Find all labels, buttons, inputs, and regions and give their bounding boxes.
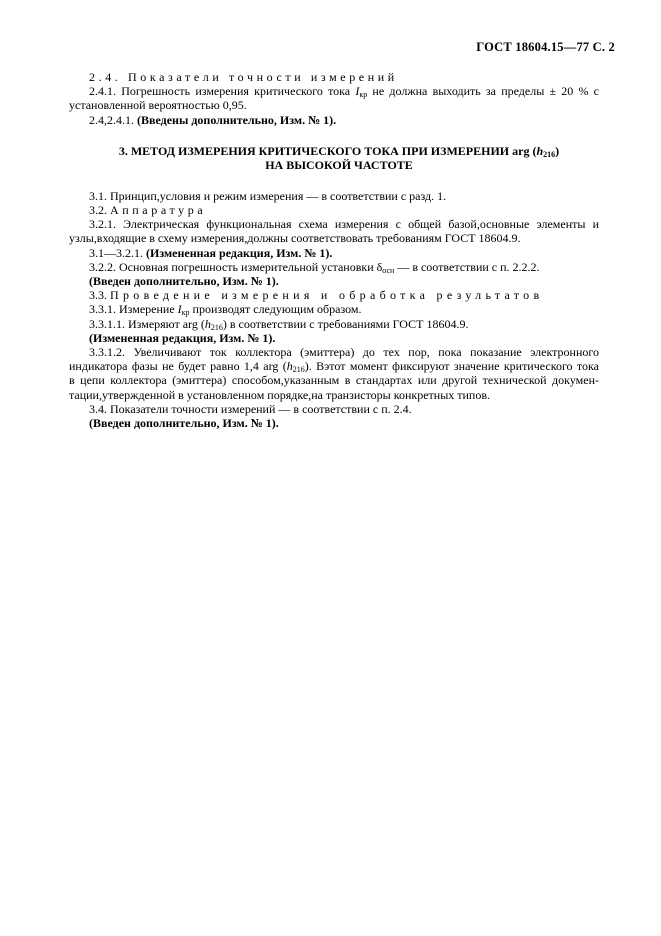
paragraph-2-4-1-cont: установленной вероятностью 0,95. xyxy=(69,98,247,113)
p33-heading: Проведение измерения и обработка результатов xyxy=(110,288,544,303)
paragraph-2-4-1 xyxy=(89,84,599,98)
p331-text-a: 3.3.1. Измерение xyxy=(89,302,178,317)
note-2-4-number: 2.4,2.4.1. xyxy=(89,112,134,127)
section-3-title-line1 xyxy=(79,144,599,158)
p32-number: 3.2. xyxy=(89,203,107,218)
note-3-1-number: 3.1—3.2.1. xyxy=(89,245,143,260)
paragraph-3-3-1-2-line3: в цепи коллектора (эмиттера) способом,указанным в стандартах или другой технической докумен- xyxy=(69,373,599,388)
p241-text-b: не должна выходить за пределы ± 20 % с xyxy=(367,84,599,99)
paragraph-3-2-1-cont: узлы,входящие в схему измерения,должны соответствовать требованиям ГОСТ 18604.9. xyxy=(69,231,521,246)
p3312-text-b1: индикатора фазы не будет равно 1,4 arg ( xyxy=(69,359,287,374)
p322-subscript: осн xyxy=(382,265,395,275)
section-3-title-sub: 216 xyxy=(543,149,556,159)
p331-text-b: производят следующим образом. xyxy=(189,302,362,317)
note-3-2-2: (Введен дополнительно, Изм. № 1). xyxy=(89,274,279,289)
p322-text-b: — в соответствии с п. 2.2.2. xyxy=(394,259,540,274)
section-3-title xyxy=(79,144,599,172)
paragraph-3-2-1: 3.2.1. Электрическая функциональная схема измерения с общей базой,основные элементы и xyxy=(89,217,599,232)
p3311-symbol-h: h xyxy=(204,316,211,331)
p331-symbol-i: I xyxy=(177,302,182,317)
paragraph-3-3-1-2-line4: тации,утвержденной в установленном порядке,на транзисторы конкретных типов. xyxy=(69,387,491,402)
p241-symbol-i: I xyxy=(355,84,360,99)
paragraph-3-3 xyxy=(89,288,599,302)
p322-text-a: 3.2.2. Основная погрешность измерительной установки δ xyxy=(89,259,383,274)
note-3-4: (Введен дополнительно, Изм. № 1). xyxy=(89,416,279,431)
p3312-text-b2: ). Вэтот момент фиксируют значение критического тока xyxy=(304,359,599,374)
paragraph-3-2 xyxy=(89,203,599,217)
p3311-text-a: 3.3.1.1. Измеряют arg ( xyxy=(89,316,205,331)
section-3-title-line2: НА ВЫСОКОЙ ЧАСТОТЕ xyxy=(265,157,413,172)
p3312-subscript: 216 xyxy=(292,365,305,375)
document-body xyxy=(69,70,599,431)
paragraph-3-1: 3.1. Принцип,условия и режим измерения — в соответствии с разд. 1. xyxy=(89,188,447,203)
section-3-title-h: h xyxy=(536,143,544,158)
page-header: ГОСТ 18604.15—77 С. 2 xyxy=(476,40,615,54)
p33-number: 3.3. xyxy=(89,288,107,303)
paragraph-3-3-1 xyxy=(89,302,599,316)
section-3-title-a: 3. МЕТОД ИЗМЕРЕНИЯ КРИТИЧЕСКОГО ТОКА ПРИ ИЗМЕРЕНИИ arg ( xyxy=(118,143,537,158)
paragraph-3-3-1-2: 3.3.1.2. Увеличивают ток коллектора (эмиттера) до тех пор, пока показание электронного xyxy=(89,345,599,360)
section-2-4-heading-text: 2.4. Показатели точности измерений xyxy=(89,70,398,84)
paragraph-3-3-1-1 xyxy=(89,317,599,331)
p331-subscript: кр xyxy=(181,308,190,318)
section-3-title-b: ) xyxy=(555,143,560,158)
p3312-symbol-h: h xyxy=(286,359,293,374)
paragraph-3-4: 3.4. Показатели точности измерений — в соответствии с п. 2.4. xyxy=(89,401,412,416)
note-3-1 xyxy=(89,246,599,260)
p3311-text-b: ) в соответствии с требованиями ГОСТ 18604.9. xyxy=(222,316,469,331)
section-2-4-heading xyxy=(89,70,599,84)
p241-subscript: кр xyxy=(359,90,368,100)
note-2-4-text: (Введены дополнительно, Изм. № 1). xyxy=(137,112,337,127)
note-2-4 xyxy=(89,113,599,127)
p3311-subscript: 216 xyxy=(210,322,223,332)
p32-heading: Аппаратура xyxy=(110,203,207,218)
p241-text-a: 2.4.1. Погрешность измерения критического тока xyxy=(89,84,356,99)
note-3-3-1-1: (Измененная редакция, Изм. № 1). xyxy=(89,330,276,345)
note-3-1-text: (Измененная редакция, Изм. № 1). xyxy=(146,245,333,260)
paragraph-3-3-1-2-line2 xyxy=(69,359,599,373)
paragraph-3-2-2 xyxy=(89,260,599,274)
